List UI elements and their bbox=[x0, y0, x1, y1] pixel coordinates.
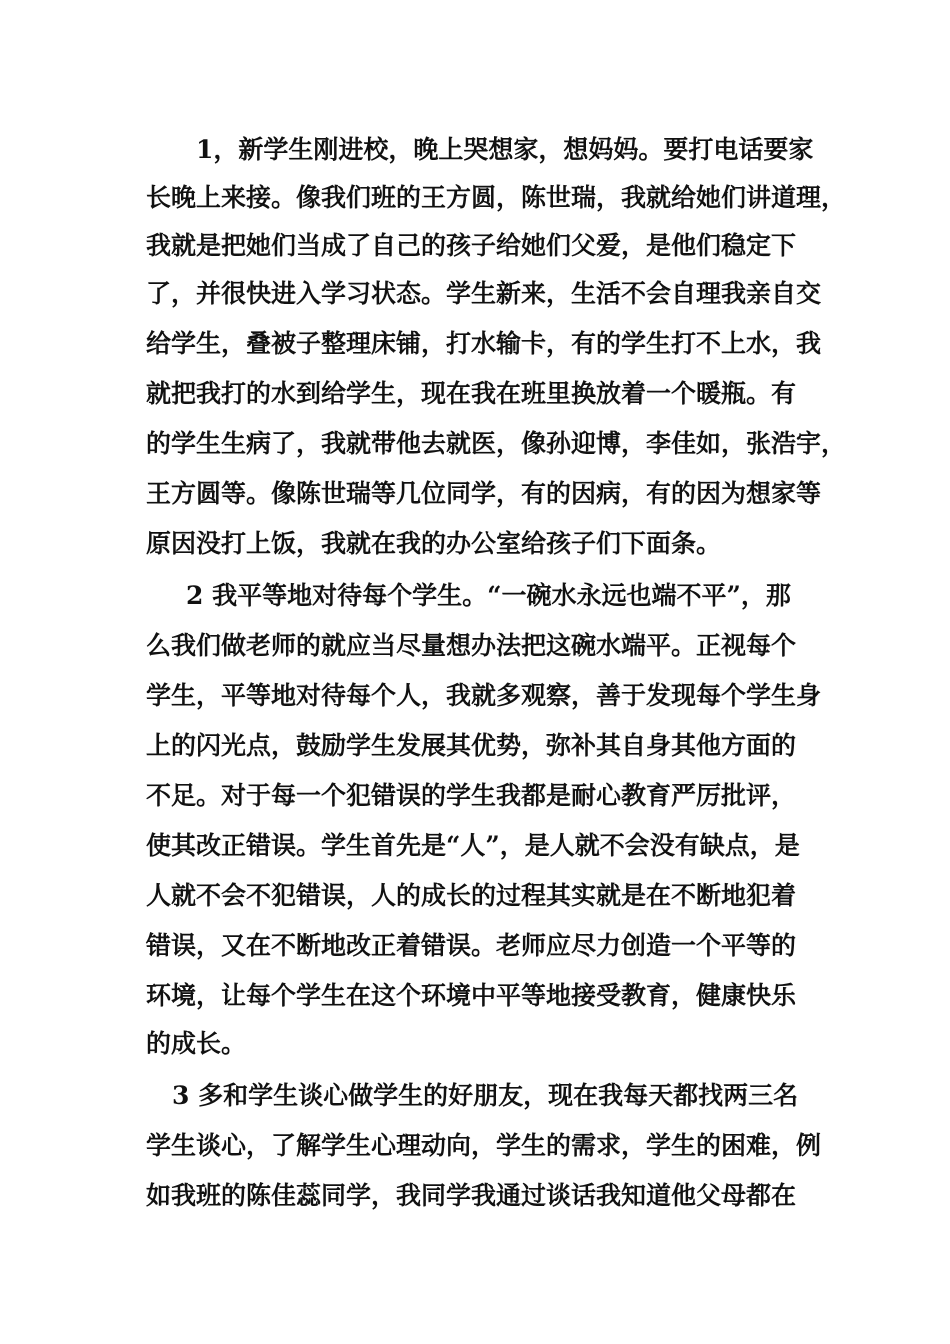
text-line: 3 多和学生谈心做学生的好朋友，现在我每天都找两三名 bbox=[172, 1081, 799, 1110]
text-line: 了，并很快进入学习状态。学生新来，生活不会自理我亲自交 bbox=[146, 279, 822, 308]
text-line: 2 我平等地对待每个学生。“一碗水永远也端不平”，那 bbox=[186, 581, 791, 610]
text-line: 给学生，叠被子整理床铺，打水输卡，有的学生打不上水，我 bbox=[146, 329, 822, 358]
text-line: 上的闪光点，鼓励学生发展其优势，弥补其自身其他方面的 bbox=[146, 731, 797, 760]
text-line: 的学生生病了，我就带他去就医，像孙迎博，李佳如，张浩宇， bbox=[146, 429, 847, 458]
text-line: 原因没打上饭，我就在我的办公室给孩子们下面条。 bbox=[146, 529, 722, 558]
text-line: 环境，让每个学生在这个环境中平等地接受教育，健康快乐 bbox=[146, 981, 797, 1010]
text-line: 的成长。 bbox=[146, 1029, 247, 1058]
text-line: 错误，又在不断地改正着错误。老师应尽力创造一个平等的 bbox=[146, 931, 797, 960]
text-line: 不足。对于每一个犯错误的学生我都是耐心教育严厉批评， bbox=[146, 781, 797, 810]
text-line: 学生，平等地对待每个人，我就多观察，善于发现每个学生身 bbox=[146, 681, 822, 710]
text-line: 学生谈心，了解学生心理动向，学生的需求，学生的困难，例 bbox=[146, 1131, 822, 1160]
text-line: 就把我打的水到给学生，现在我在班里换放着一个暖瓶。有 bbox=[146, 379, 797, 408]
text-line: 使其改正错误。学生首先是“人”，是人就不会没有缺点，是 bbox=[146, 831, 800, 860]
text-line: 人就不会不犯错误，人的成长的过程其实就是在不断地犯着 bbox=[146, 881, 797, 910]
text-line: 么我们做老师的就应当尽量想办法把这碗水端平。正视每个 bbox=[146, 631, 797, 660]
text-line: 王方圆等。像陈世瑞等几位同学，有的因病，有的因为想家等 bbox=[146, 479, 822, 508]
text-line: 长晚上来接。像我们班的王方圆，陈世瑞，我就给她们讲道理， bbox=[146, 183, 847, 212]
text-line: 1，新学生刚进校，晚上哭想家，想妈妈。要打电话要家 bbox=[196, 135, 814, 164]
text-line: 我就是把她们当成了自己的孩子给她们父爱，是他们稳定下 bbox=[146, 231, 797, 260]
text-line: 如我班的陈佳蕊同学，我同学我通过谈话我知道他父母都在 bbox=[146, 1181, 797, 1210]
